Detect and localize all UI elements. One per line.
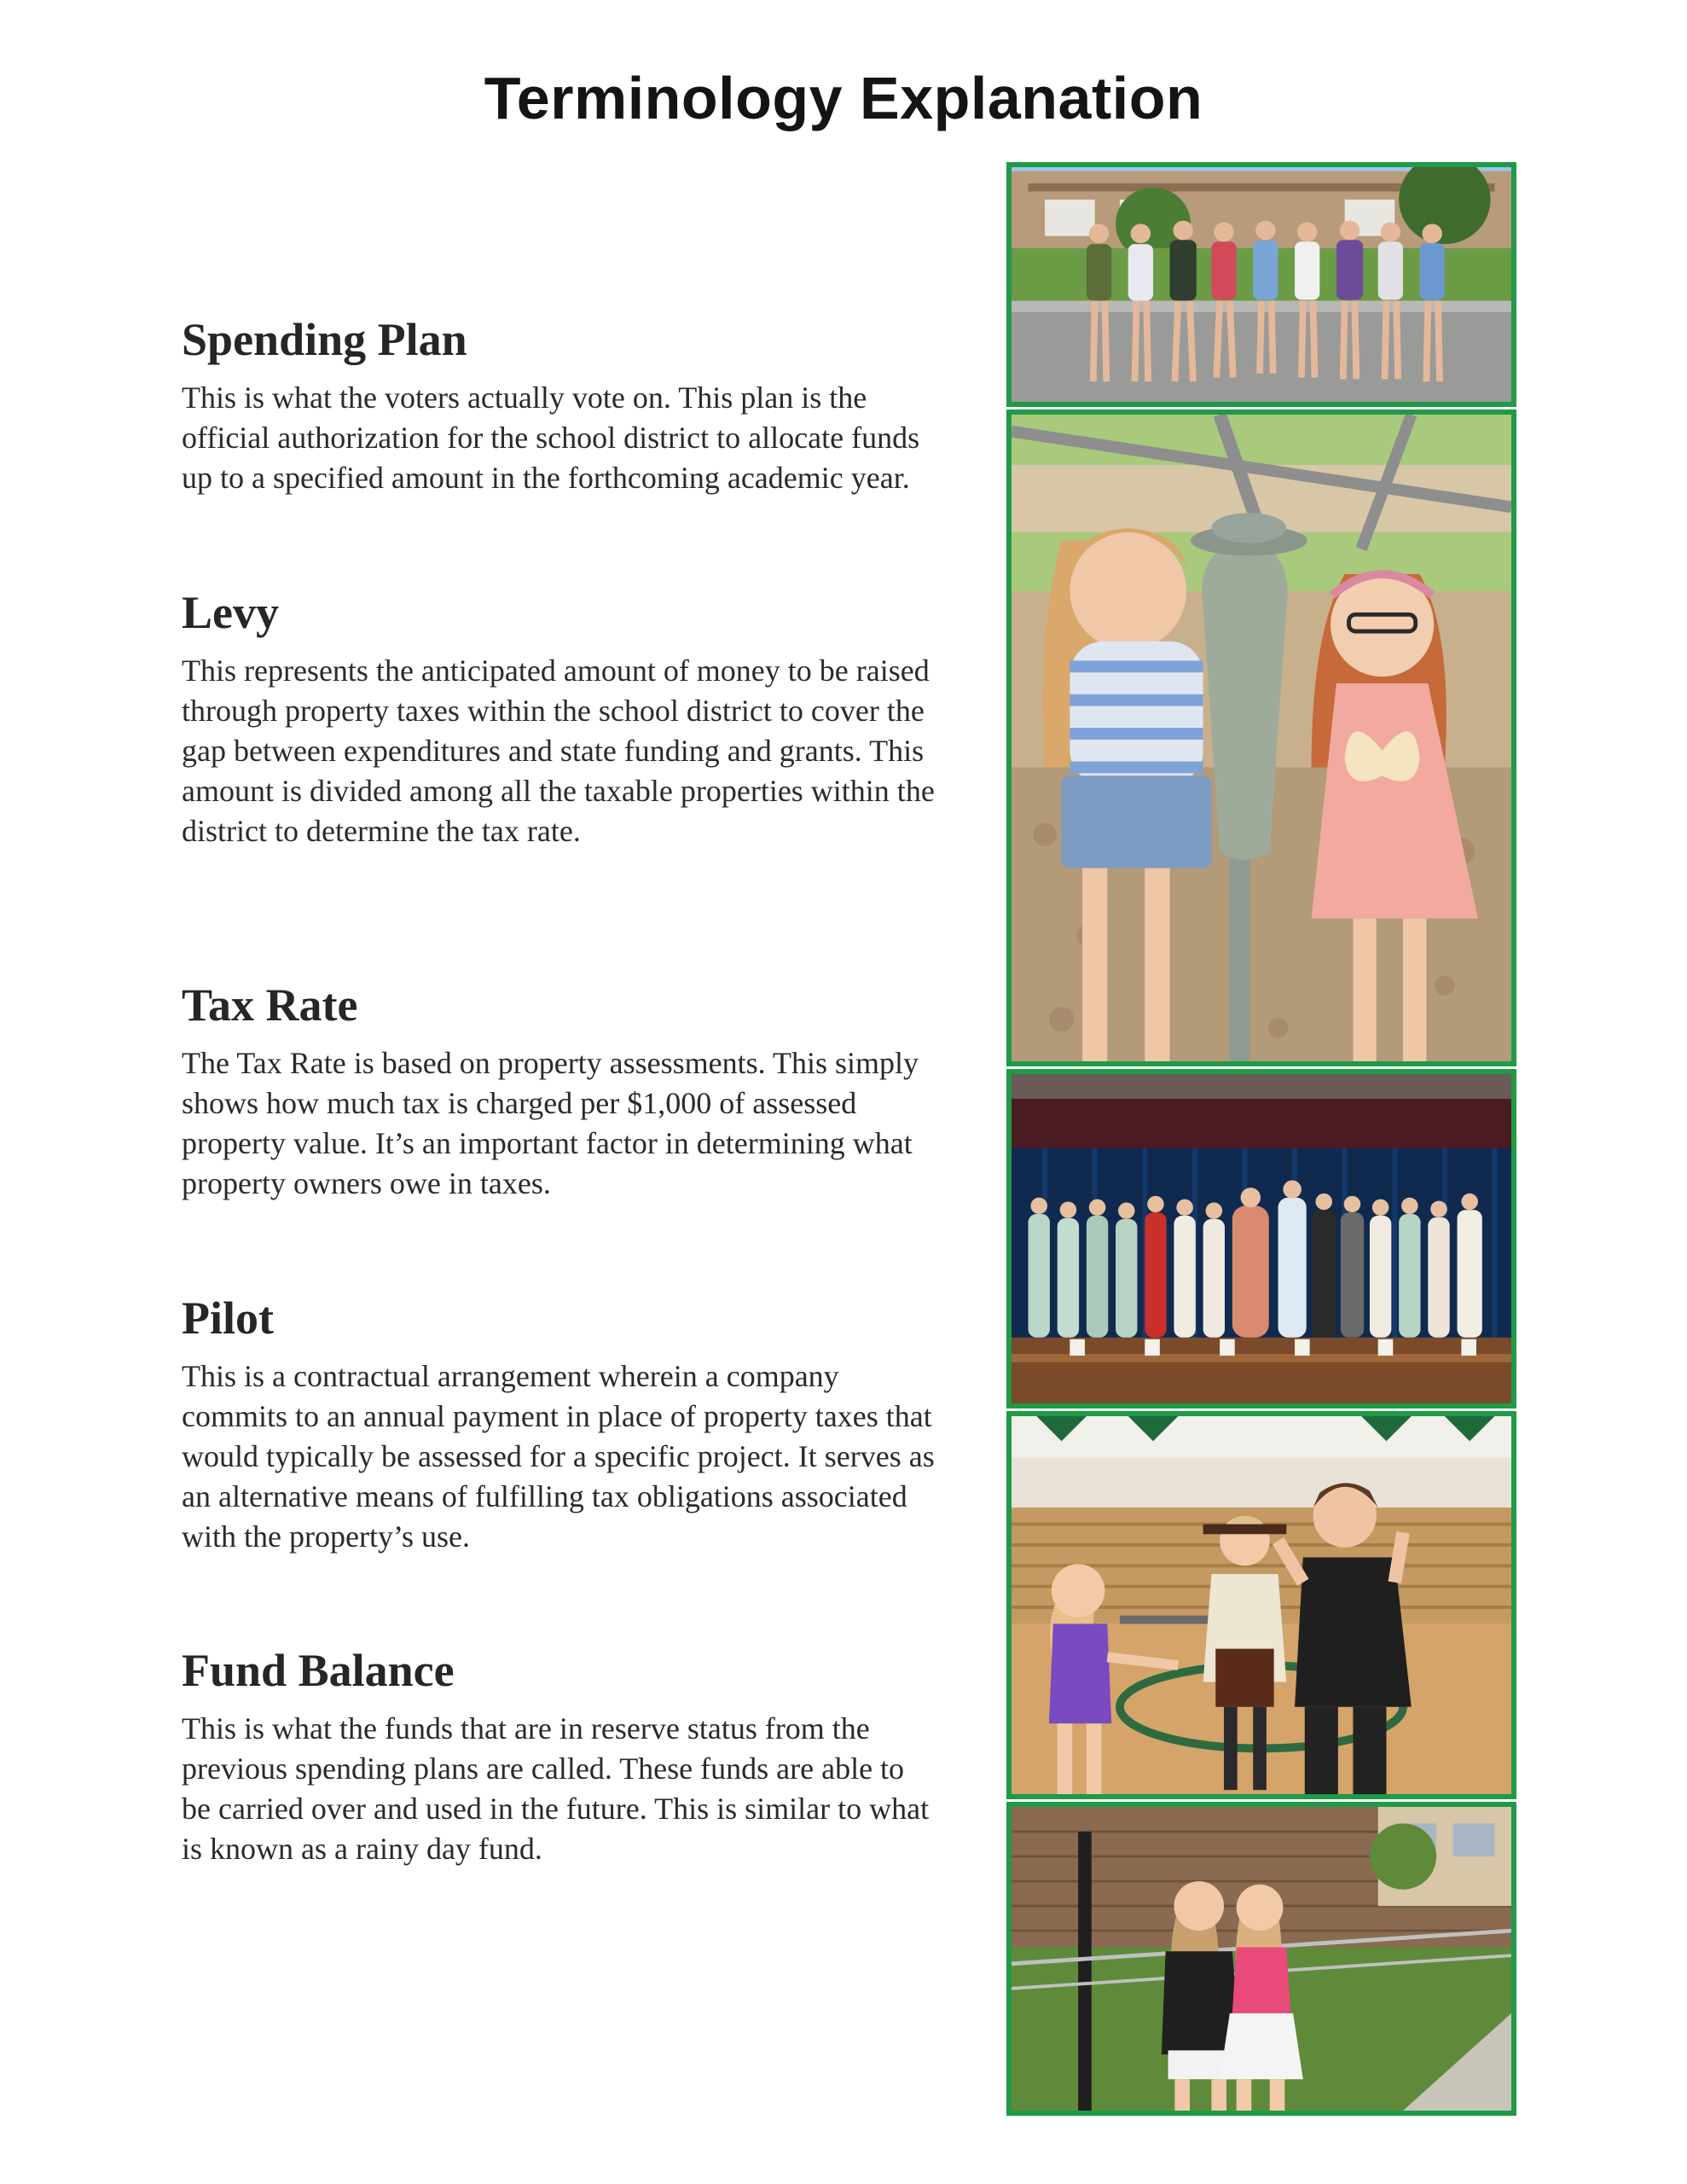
photo-students-on-wall-image bbox=[1012, 167, 1511, 402]
term-text: This is what the voters actually vote on. This plan is the official authorization for the school district to allocate funds up to a specified amount in the forthcoming academic year. bbox=[182, 380, 920, 495]
term-text: This is what the funds that are in reserve status from the previous spending plans are called. These funds are able to be carried over and used in the future. This is similar to what is known as a rainy day fund. bbox=[182, 1711, 930, 1866]
term-text: The Tax Rate is based on property assessments. This simply shows how much tax is charged per $1,000 of assessed property value. It’s an important factor in determining what property owners owe in taxes. bbox=[182, 1046, 919, 1200]
term-text: This represents the anticipated amount of money to be raised through property taxes within the school district to cover the gap between expenditures and state funding and grants. This amount is divided among all the taxable properties within the district to determine the tax rate. bbox=[182, 653, 935, 848]
photo-girls-outdoors-image bbox=[1012, 1807, 1511, 2111]
term-fund-balance bbox=[182, 1642, 941, 1869]
photo-stage-performance-image bbox=[1012, 1074, 1511, 1403]
photo-girls-playground-image bbox=[1012, 415, 1511, 1061]
page-title: Terminology Explanation bbox=[484, 65, 1203, 131]
term-spending-plan bbox=[182, 311, 941, 498]
photo-girls-outdoors bbox=[1006, 1802, 1516, 2116]
term-heading: Fund Balance bbox=[182, 1645, 455, 1696]
term-heading: Spending Plan bbox=[182, 314, 467, 365]
term-pilot bbox=[182, 1290, 941, 1557]
term-heading: Levy bbox=[182, 587, 279, 638]
photo-students-on-wall bbox=[1006, 162, 1516, 407]
photo-gym-activity-image bbox=[1012, 1416, 1511, 1794]
term-tax-rate bbox=[182, 977, 941, 1204]
term-text: This is a contractual arrangement wherein a company commits to an annual payment in place of property taxes that would typically be assessed for a specific project. It serves as an alternative means of fulfilling tax obligations associated with the property’s use. bbox=[182, 1359, 935, 1554]
term-levy bbox=[182, 584, 941, 851]
term-heading: Tax Rate bbox=[182, 979, 358, 1031]
photo-stage-performance bbox=[1006, 1069, 1516, 1409]
photo-gym-activity bbox=[1006, 1411, 1516, 1799]
term-heading: Pilot bbox=[182, 1292, 274, 1344]
photo-girls-playground bbox=[1006, 410, 1516, 1066]
